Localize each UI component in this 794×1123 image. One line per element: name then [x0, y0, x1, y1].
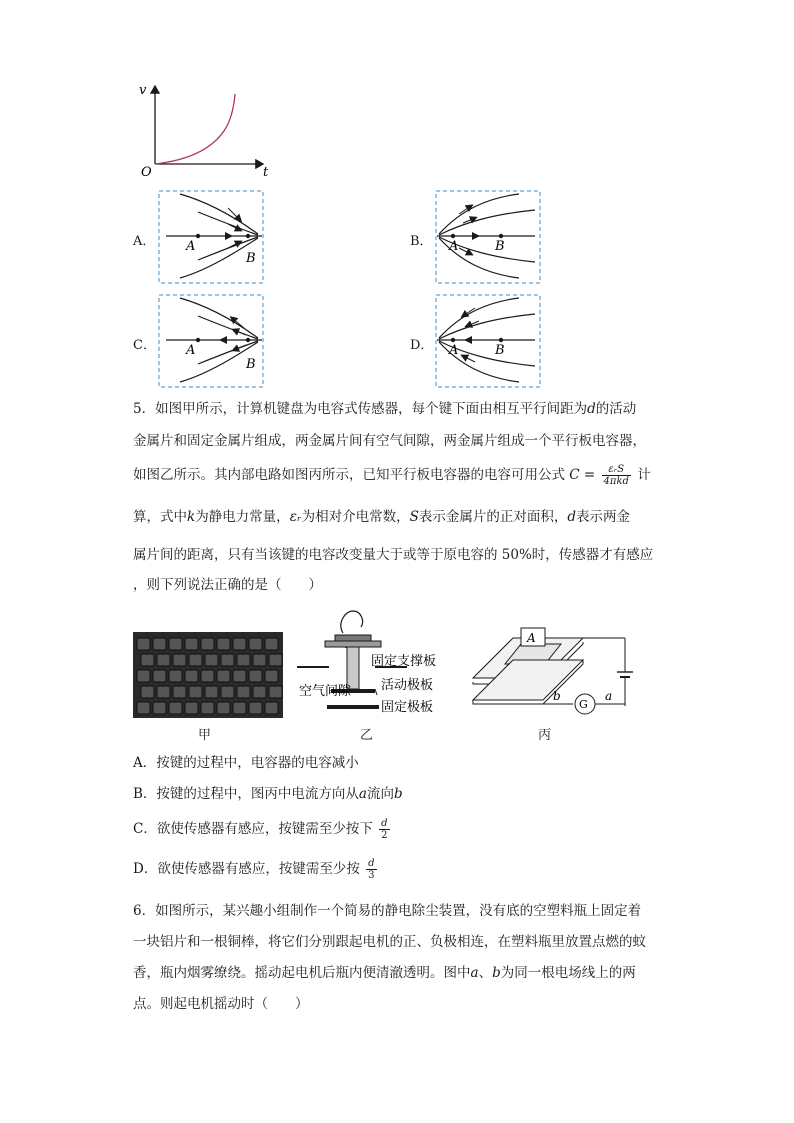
keyboard-key [205, 686, 218, 698]
q6-line-3: 香，瓶内烟雾缭绕。摇动起电机后瓶内便清澈透明。图中a、b为同一根电场线上的两 [133, 965, 636, 981]
keyboard-key [141, 654, 154, 666]
svg-text:固定支撑板: 固定支撑板 [371, 654, 437, 669]
keyboard-key [185, 702, 198, 714]
keyboard-key [189, 686, 202, 698]
q5-line-1: 5．如图甲所示，计算机键盘为电容式传感器，每个键下面由相互平行间距为d的活动 [133, 401, 637, 417]
keyboard-key [173, 654, 186, 666]
svg-text:A: A [449, 239, 459, 254]
q5-line-3: 如图乙所示。其内部电路如图丙所示，已知平行板电容器的电容可用公式 C = $\frac{\text{εᵣS}}{\text{4πkd}}$ 计 [133, 464, 651, 487]
q5-line-4: 算，式中k为静电力常量，εᵣ为相对介电常数，S表示金属片的正对面积，d表示两金 [133, 509, 631, 525]
keyboard-key [205, 654, 218, 666]
svg-text:B: B [246, 251, 256, 266]
keyboard-key [185, 638, 198, 650]
keyboard-key [265, 638, 278, 650]
keyboard-key [169, 702, 182, 714]
keyboard-key [173, 686, 186, 698]
svg-text:A: A [449, 343, 459, 358]
field-lines-option-d [435, 294, 541, 388]
svg-text:活动极板: 活动极板 [381, 678, 434, 693]
figure-yi-caption: 乙 [360, 728, 374, 743]
keyboard-key [253, 686, 266, 698]
x-axis-label: t [263, 165, 269, 180]
keyboard-key [189, 654, 202, 666]
keyboard-key [169, 670, 182, 682]
formula-lhs: C = [569, 467, 596, 483]
keyboard-key [153, 670, 166, 682]
keyboard-key [217, 670, 230, 682]
keyboard-key [249, 670, 262, 682]
q5-line-6: ，则下列说法正确的是（ ） [133, 577, 322, 593]
keyboard-key [201, 702, 214, 714]
keyboard-key [201, 670, 214, 682]
fraction-d-over-3: $\frac{d}{3}$ [368, 858, 375, 881]
q5-choice-c[interactable]: C．欲使传感器有感应，按键需至少按下 $\frac{d}{2}$ [133, 818, 388, 841]
keyboard-key [137, 638, 150, 650]
field-lines-option-c [158, 294, 264, 388]
keyboard-key [221, 686, 234, 698]
svg-text:B: B [495, 343, 505, 358]
svg-text:B: B [246, 357, 256, 372]
svg-text:固定极板: 固定极板 [381, 700, 434, 715]
svg-text:空气间隙: 空气间隙 [299, 684, 352, 699]
keyboard-key [153, 702, 166, 714]
keyboard-key [269, 654, 282, 666]
keyboard-key [185, 670, 198, 682]
option-b-label[interactable]: B． [410, 234, 433, 249]
q5-choice-d[interactable]: D．欲使传感器有感应，按键需至少按 $\frac{d}{3}$ [133, 858, 375, 881]
svg-text:a: a [605, 689, 613, 703]
keyboard-key [221, 654, 234, 666]
svg-text:G: G [579, 698, 588, 711]
q5-choice-b[interactable]: B．按键的过程中，图丙中电流方向从a流向b [133, 786, 403, 802]
q6-line-4: 点。则起电机摇动时（ ） [133, 996, 309, 1012]
keyboard-key [253, 654, 266, 666]
keyboard-key [233, 670, 246, 682]
option-c-label[interactable]: C． [133, 338, 156, 353]
keyboard-key [249, 702, 262, 714]
figure-jia-caption: 甲 [198, 728, 212, 743]
keyboard-key [157, 686, 170, 698]
keyboard-key [269, 686, 282, 698]
keyboard-key [157, 654, 170, 666]
keyboard-key [265, 702, 278, 714]
svg-text:b: b [553, 689, 561, 703]
keyboard-key [137, 670, 150, 682]
q5-line-2: 金属片和固定金属片组成，两金属片间有空气间隙，两金属片组成一个平行板电容器， [133, 433, 646, 449]
keyboard-photo [133, 632, 283, 718]
svg-text:B: B [495, 239, 505, 254]
q6-line-1: 6．如图所示，某兴趣小组制作一个简易的静电除尘装置，没有底的空塑料瓶上固定着 [133, 903, 642, 919]
origin-label: O [141, 165, 152, 180]
keyboard-key [233, 638, 246, 650]
keyboard-key [217, 702, 230, 714]
capacitor-circuit-diagram [465, 620, 645, 720]
keyboard-key [249, 638, 262, 650]
velocity-time-graph [135, 78, 275, 180]
velocity-curve [155, 94, 235, 164]
keyboard-key [153, 638, 166, 650]
keyboard-key [217, 638, 230, 650]
figure-bing-caption: 丙 [538, 728, 552, 743]
keyboard-key [237, 654, 250, 666]
keyboard-key [137, 702, 150, 714]
field-lines-option-b [435, 190, 541, 284]
capacitance-formula: $\frac{\text{εᵣS}}{\text{4πkd}}$ [603, 464, 629, 487]
keyboard-key [233, 702, 246, 714]
field-lines-option-a [158, 190, 264, 284]
keyboard-key [265, 670, 278, 682]
svg-text:A: A [527, 631, 536, 645]
svg-text:A: A [186, 343, 196, 358]
svg-text:A: A [186, 239, 196, 254]
keyboard-key [141, 686, 154, 698]
q5-choice-a[interactable]: A．按键的过程中，电容器的电容减小 [133, 755, 359, 771]
key-structure-diagram [295, 605, 455, 720]
keyboard-key [201, 638, 214, 650]
fraction-d-over-2: $\frac{d}{2}$ [381, 818, 388, 841]
option-a-label[interactable]: A． [133, 234, 156, 249]
option-d-label[interactable]: D． [410, 338, 434, 353]
keyboard-key [237, 686, 250, 698]
q6-line-2: 一块铝片和一根铜棒，将它们分别跟起电机的正、负极相连，在塑料瓶里放置点燃的蚊 [133, 934, 646, 950]
keyboard-key [169, 638, 182, 650]
q5-line-5: 属片间的距离，只有当该键的电容改变量大于或等于原电容的 50%时，传感器才有感应 [133, 547, 654, 563]
y-axis-label: v [139, 83, 147, 98]
